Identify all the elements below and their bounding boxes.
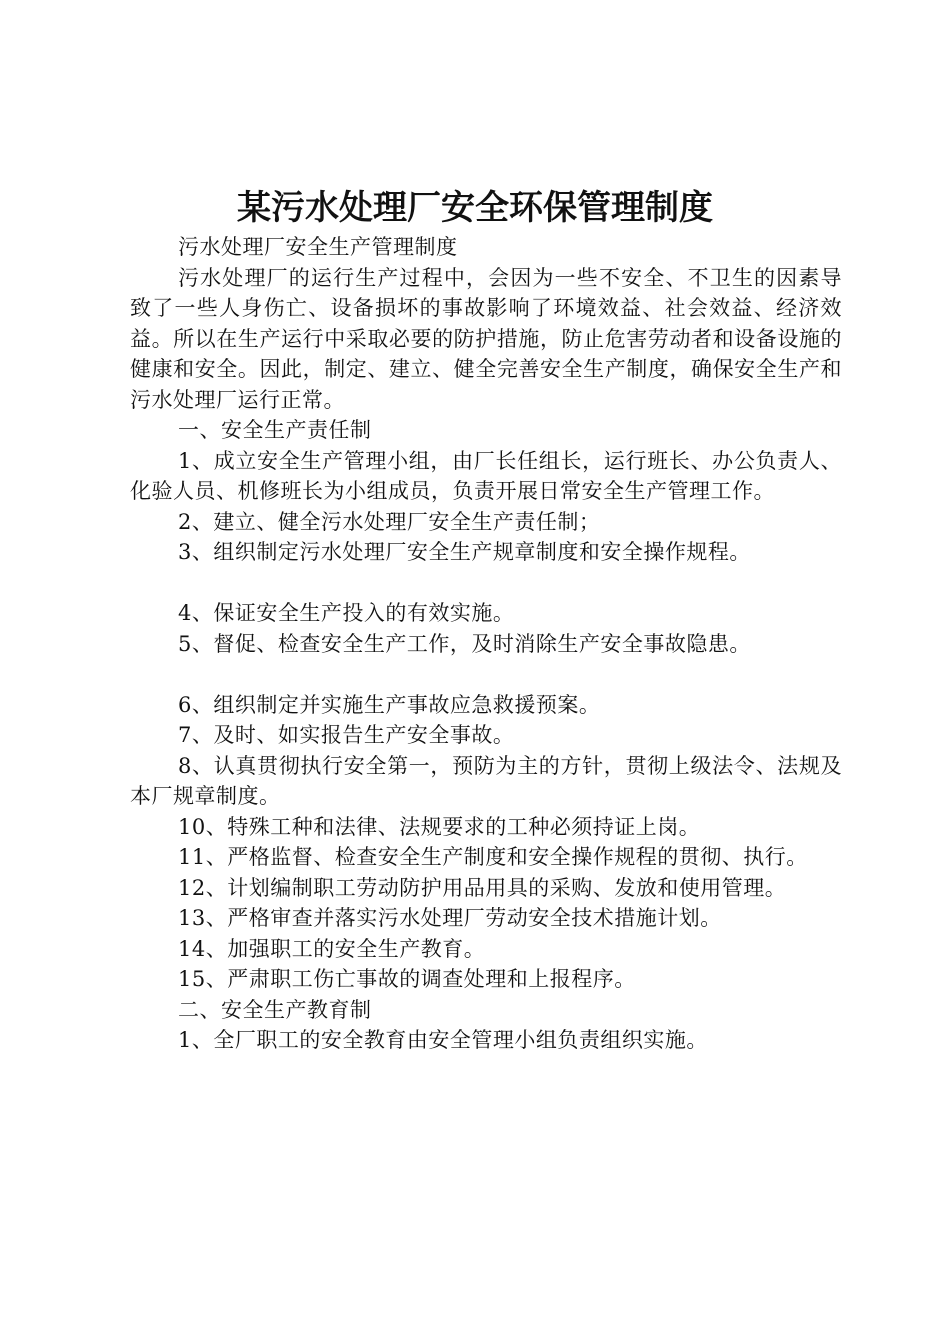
list-item: 3、组织制定污水处理厂安全生产规章制度和安全操作规程。 — [178, 540, 751, 564]
list-item: 1、全厂职工的安全教育由安全管理小组负责组织实施。 — [178, 1028, 708, 1052]
list-item: 6、组织制定并实施生产事故应急救援预案。 — [178, 692, 601, 717]
list-item: 13、严格审查并落实污水处理厂劳动安全技术措施计划。 — [178, 906, 722, 930]
list-item: 15、严肃职工伤亡事故的调查处理和上报程序。 — [178, 967, 636, 991]
document-title: 某污水处理厂安全环保管理制度 — [237, 188, 713, 228]
section-heading: 二、安全生产教育制 — [178, 997, 372, 1022]
list-item: 1、成立安全生产管理小组，由厂长任组长，运行班长、办公负责人、化验人员、机修班长为小组成员，负责开展日常安全生产管理工作。 — [130, 448, 842, 503]
list-item: 10、特殊工种和法律、法规要求的工种必须持证上岗。 — [178, 814, 701, 839]
list-item: 14、加强职工的安全生产教育。 — [178, 936, 486, 961]
list-item: 11、严格监督、检查安全生产制度和安全操作规程的贯彻、执行。 — [178, 845, 808, 869]
subtitle-paragraph: 污水处理厂安全生产管理制度 — [178, 235, 458, 259]
list-item: 8、认真贯彻执行安全第一，预防为主的方针，贯彻上级法令、法规及本厂规章制度。 — [130, 753, 842, 808]
list-item: 7、及时、如实报告生产安全事故。 — [178, 723, 515, 747]
list-item: 2、建立、健全污水处理厂安全生产责任制； — [178, 509, 601, 534]
list-item: 4、保证安全生产投入的有效实施。 — [178, 601, 515, 625]
list-item: 12、计划编制职工劳动防护用品用具的采购、发放和使用管理。 — [178, 875, 787, 900]
document-body — [130, 232, 842, 1056]
section-heading: 一、安全生产责任制 — [178, 418, 372, 442]
intro-paragraph: 污水处理厂的运行生产过程中，会因为一些不安全、不卫生的因素导致了一些人身伤亡、设备损坏的事故影响了环境效益、社会效益、经济效益。所以在生产运行中采取必要的防护措施，防止危害劳动者和设备设施的健康和安全。因此，制定、建立、健全完善安全生产制度，确保安全生产和污水处理厂运行正常。 — [130, 265, 842, 412]
list-item: 5、督促、检查安全生产工作，及时消除生产安全事故隐患。 — [178, 631, 751, 656]
